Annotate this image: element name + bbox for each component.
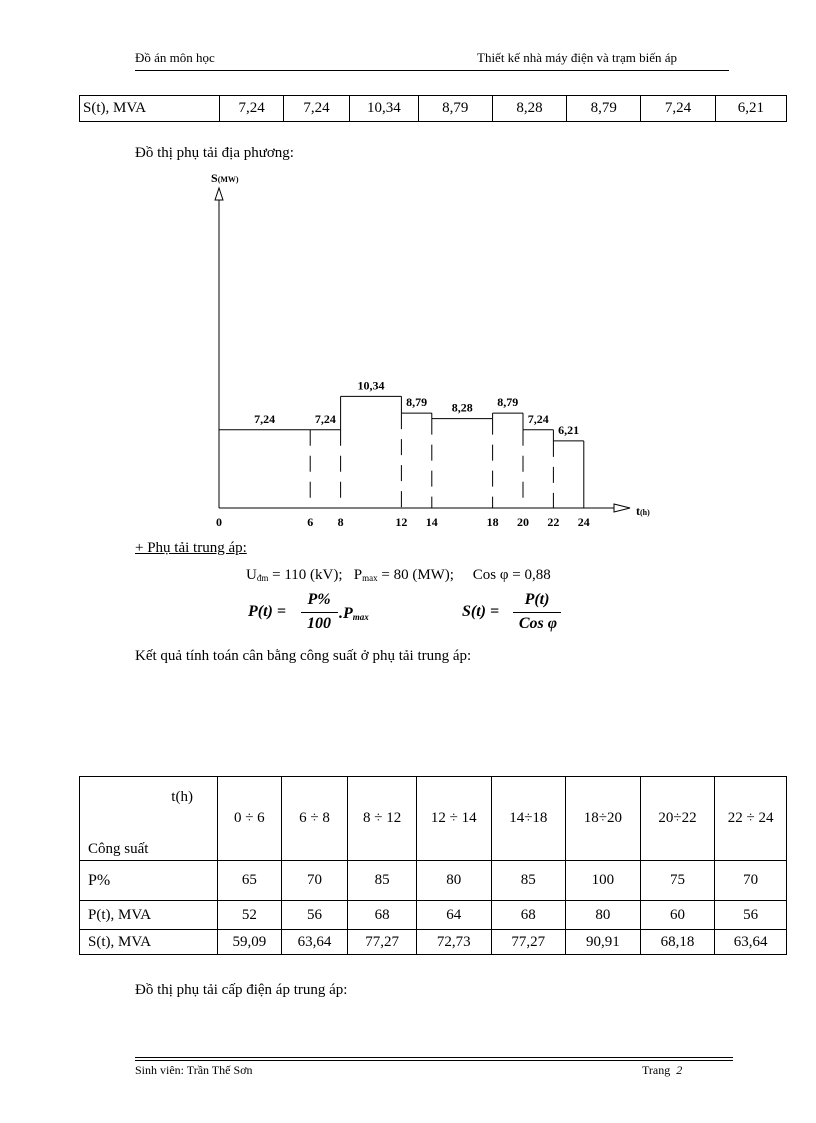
- table-cell: 63,64: [715, 930, 787, 955]
- corner-bottom: Công suất: [88, 841, 149, 857]
- table-cell: 77,27: [348, 930, 417, 955]
- data-label: 10,34: [357, 378, 385, 393]
- section-heading: + Phụ tải trung áp:: [135, 540, 247, 556]
- table-header-row: [80, 777, 787, 861]
- table-cell: 77,27: [491, 930, 566, 955]
- data-label: 8,28: [451, 400, 473, 415]
- data-label: 6,21: [558, 422, 580, 437]
- x-axis-arrow: [614, 504, 630, 512]
- x-tick-label: 0: [216, 515, 222, 529]
- table-cell: 90,91: [566, 930, 641, 955]
- fraction-bar: [513, 612, 561, 613]
- table-cell: 7,24: [220, 96, 283, 122]
- table-cell: 64: [416, 901, 491, 930]
- chart-title: Đồ thị phụ tải địa phương:: [135, 145, 294, 161]
- column-header: 18÷20: [566, 777, 641, 861]
- column-header: 22 ÷ 24: [715, 777, 787, 861]
- table-cell: 6,21: [715, 96, 786, 122]
- x-tick-label: 24: [577, 515, 590, 529]
- u-value: = 110 (kV);: [268, 567, 343, 583]
- table-cell: 80: [566, 901, 641, 930]
- footer-rule-top: [135, 1057, 733, 1058]
- table-cell: 7,24: [641, 96, 715, 122]
- table-cell: 80: [416, 861, 491, 901]
- cos-value: Cos φ = 0,88: [472, 567, 551, 583]
- data-label: 7,24: [314, 411, 336, 426]
- table-cell: 7,24: [283, 96, 349, 122]
- column-header: 14÷18: [491, 777, 566, 861]
- table-row: [80, 861, 787, 901]
- x-tick-label: 8: [337, 515, 344, 529]
- row-label: S(t), MVA: [80, 96, 220, 122]
- formula-den: Cos φ: [518, 615, 558, 632]
- table-cell: 68,18: [640, 930, 715, 955]
- footer-page: [642, 1063, 682, 1078]
- data-label: 8,79: [406, 395, 428, 410]
- formula-lhs: S(t) =: [462, 603, 500, 620]
- table-cell: 68: [348, 901, 417, 930]
- data-label: 8,79: [497, 395, 519, 410]
- row-label: P%: [80, 861, 218, 901]
- x-tick-label: 6: [307, 515, 314, 529]
- table-row: [80, 901, 787, 930]
- rhs-sub: max: [352, 612, 369, 622]
- table-row: [80, 930, 787, 955]
- y-axis-label: S(MW): [211, 171, 239, 185]
- x-tick-label: 12: [395, 515, 408, 529]
- x-tick-label: 18: [486, 515, 499, 529]
- table-cell: 59,09: [217, 930, 281, 955]
- table-cell: 56: [281, 901, 348, 930]
- header-right: Thiết kế nhà máy điện và trạm biến áp: [477, 50, 677, 65]
- column-header: 0 ÷ 6: [217, 777, 281, 861]
- y-axis-arrow: [215, 188, 223, 200]
- table-cell: 8,79: [567, 96, 641, 122]
- table-cell: 85: [491, 861, 566, 901]
- page-number: 2: [676, 1063, 683, 1077]
- row-label: P(t), MVA: [80, 901, 218, 930]
- table-cell: 100: [566, 861, 641, 901]
- table-cell: 8,28: [492, 96, 566, 122]
- table-cell: 75: [640, 861, 715, 901]
- table-cell: 70: [281, 861, 348, 901]
- x-tick-label: 14: [425, 515, 438, 529]
- load-chart: [0, 160, 816, 560]
- row-label: S(t), MVA: [80, 930, 218, 955]
- table-cell: 60: [640, 901, 715, 930]
- main-table: [79, 776, 787, 955]
- table-cell: 70: [715, 861, 787, 901]
- table-cell: 8,79: [418, 96, 492, 122]
- x-tick-label: 20: [517, 515, 529, 529]
- column-header: 8 ÷ 12: [348, 777, 417, 861]
- table-cell: 72,73: [416, 930, 491, 955]
- formula-rhs: [339, 605, 369, 623]
- rhs-label: .P: [339, 605, 353, 622]
- corner-cell: [80, 777, 218, 861]
- corner-top: t(h): [171, 789, 193, 805]
- data-label: 7,24: [527, 411, 549, 426]
- table-cell: 56: [715, 901, 787, 930]
- table-cell: 63,64: [281, 930, 348, 955]
- column-header: 12 ÷ 14: [416, 777, 491, 861]
- table-cell: 68: [491, 901, 566, 930]
- formula-num: P(t): [524, 591, 550, 608]
- u-sub: đm: [256, 573, 269, 583]
- p-sub: max: [362, 573, 378, 583]
- params-line: [246, 567, 551, 584]
- x-axis-label: t(h): [636, 504, 650, 518]
- header-left: Đồ án môn học: [135, 50, 215, 65]
- table-cell: 85: [348, 861, 417, 901]
- footer-rule-bottom: [135, 1060, 733, 1061]
- table-cell: 65: [217, 861, 281, 901]
- formula-num: P%: [307, 591, 331, 608]
- p-value: = 80 (MW);: [377, 567, 454, 583]
- column-header: 20÷22: [640, 777, 715, 861]
- page-label: Trang: [642, 1063, 671, 1077]
- bottom-text: Đồ thị phụ tải cấp điện áp trung áp:: [135, 982, 348, 998]
- data-label: 7,24: [254, 411, 276, 426]
- fraction-bar: [301, 612, 338, 613]
- p-label: P: [353, 567, 363, 583]
- u-label: U: [246, 567, 257, 583]
- x-tick-label: 22: [547, 515, 560, 529]
- column-header: 6 ÷ 8: [281, 777, 348, 861]
- table-cell: 10,34: [350, 96, 418, 122]
- result-text: Kết quả tính toán cân bằng công suất ở phụ tải trung áp:: [135, 648, 472, 664]
- formula-lhs: P(t) =: [248, 603, 286, 620]
- formula-den: 100: [307, 615, 331, 632]
- top-table: [79, 95, 787, 122]
- footer-student: Sinh viên: Trần Thế Sơn: [135, 1063, 253, 1077]
- header-rule: [135, 70, 729, 71]
- table-cell: 52: [217, 901, 281, 930]
- table-row: [80, 96, 787, 122]
